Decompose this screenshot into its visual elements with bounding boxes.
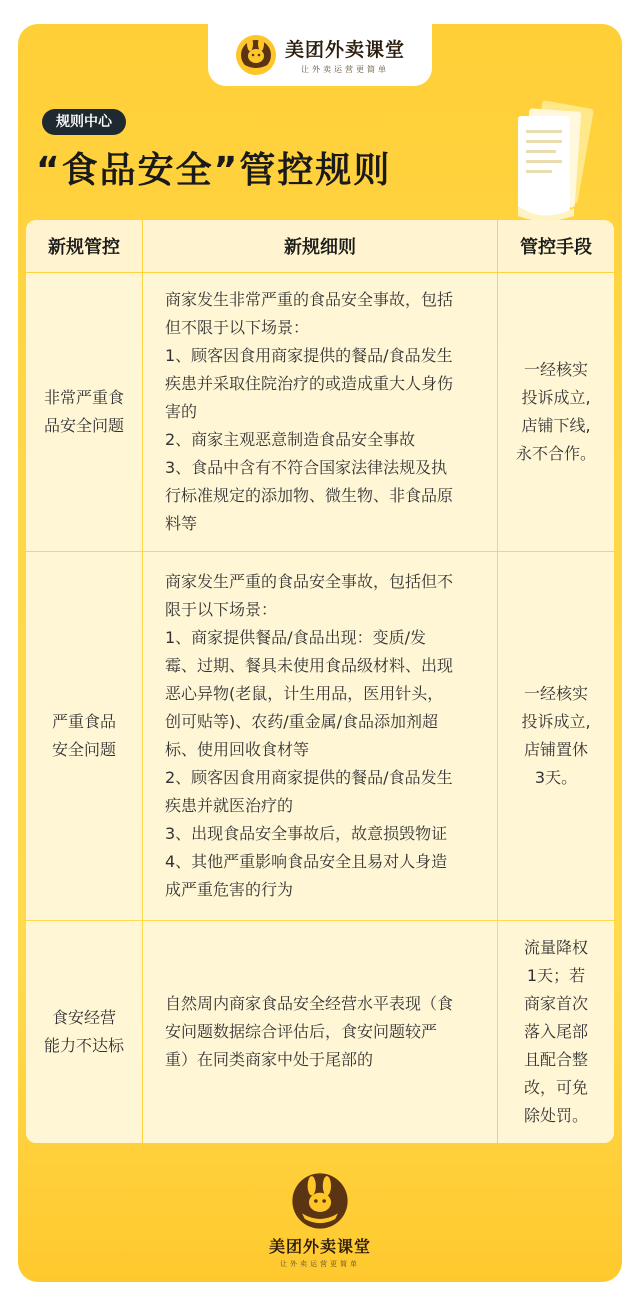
detail-line: 料等 [165, 514, 198, 533]
detail-line: 疾患并采取住院治疗的或造成重大人身伤 [165, 374, 454, 393]
row-3-category [26, 921, 142, 1143]
measure-line: 永不合作。 [515, 444, 596, 463]
measure-line: 投诉成立, [521, 388, 591, 407]
row-1-measure [498, 273, 614, 551]
measure-line: 一经核实 [523, 684, 588, 703]
category-line: 食安经营 [51, 1008, 116, 1027]
row-3-measure [498, 921, 614, 1143]
kangaroo-logo-icon [291, 1172, 349, 1230]
measure-line: 一经核实 [523, 360, 588, 379]
category-line: 严重食品 [51, 712, 116, 731]
poster-card [18, 24, 622, 1282]
detail-line: 安问题数据综合评估后，食安问题较严 [165, 1022, 438, 1041]
measure-line: 改，可免 [523, 1078, 588, 1097]
brand-slogan: 让外卖运营更简单 [300, 65, 389, 74]
detail-line: 限于以下场景： [165, 600, 278, 619]
detail-line: 3、食品中含有不符合国家法律法规及执 [165, 458, 448, 477]
detail-line: 4、其他严重影响食品安全且易对人身造 [165, 852, 448, 871]
detail-line: 重）在同类商家中处于尾部的 [165, 1050, 374, 1069]
footer-brand-slogan: 让外卖运营更简单 [280, 1260, 360, 1268]
detail-line: 1、商家提供餐品/食品出现：变质/发 [165, 628, 426, 647]
row-1-category [26, 273, 142, 551]
detail-line: 但不限于以下场景： [165, 318, 310, 337]
row-2-category [26, 552, 142, 920]
detail-line: 2、顾客因食用商家提供的餐品/食品发生 [165, 768, 453, 787]
column-header-detail: 新规细则 [143, 220, 497, 272]
measure-line: 商家首次 [523, 994, 588, 1013]
measure-line: 1天；若 [526, 966, 586, 985]
category-line: 非常严重食 [43, 388, 124, 407]
brand-name: 美团外卖课堂 [284, 39, 405, 61]
page-title: “食品安全”管控规则 [36, 150, 392, 191]
measure-line: 店铺置休 [523, 740, 588, 759]
detail-line: 自然周内商家食品安全经营水平表现（食 [165, 994, 454, 1013]
detail-line: 成严重危害的行为 [165, 880, 294, 899]
category-line: 能力不达标 [43, 1036, 124, 1055]
row-3-detail [143, 921, 497, 1143]
measure-line: 投诉成立, [521, 712, 591, 731]
rules-table [26, 220, 614, 1143]
measure-line: 流量降权 [523, 938, 588, 957]
rule-center-badge: 规则中心 [42, 109, 126, 135]
row-1-detail [143, 273, 497, 551]
detail-line: 标、使用回收食材等 [165, 740, 310, 759]
detail-line: 恶心异物(老鼠，计生用品，医用针头， [165, 684, 444, 703]
kangaroo-logo-icon [235, 34, 277, 76]
row-2-measure [498, 552, 614, 920]
detail-line: 行标准规定的添加物、微生物、非食品原 [165, 486, 454, 505]
detail-line: 疾患并就医治疗的 [165, 796, 294, 815]
category-line: 安全问题 [51, 740, 116, 759]
measure-line: 店铺下线, [521, 416, 591, 435]
detail-line: 害的 [165, 402, 198, 421]
document-illustration-icon [504, 96, 600, 226]
measure-line: 3天。 [534, 768, 578, 787]
detail-line: 商家发生非常严重的食品安全事故，包括 [165, 290, 454, 309]
footer-brand-logo [264, 1172, 376, 1269]
detail-line: 商家发生严重的食品安全事故，包括但不 [165, 572, 454, 591]
detail-line: 创可贴等)、农药/重金属/食品添加剂超 [165, 712, 439, 731]
detail-line: 霉、过期、餐具未使用食品级材料、出现 [165, 656, 454, 675]
column-header-measure: 管控手段 [498, 220, 614, 272]
category-line: 品安全问题 [43, 416, 124, 435]
row-2-detail [143, 552, 497, 920]
detail-line: 2、商家主观恶意制造食品安全事故 [165, 430, 416, 449]
measure-line: 除处罚。 [523, 1106, 588, 1125]
brand-logo-tab [208, 24, 432, 86]
measure-line: 落入尾部 [523, 1022, 588, 1041]
measure-line: 且配合整 [523, 1050, 588, 1069]
column-header-control: 新规管控 [26, 220, 142, 272]
detail-line: 3、出现食品安全事故后，故意损毁物证 [165, 824, 448, 843]
detail-line: 1、顾客因食用商家提供的餐品/食品发生 [165, 346, 453, 365]
footer-brand-name: 美团外卖课堂 [268, 1237, 371, 1256]
